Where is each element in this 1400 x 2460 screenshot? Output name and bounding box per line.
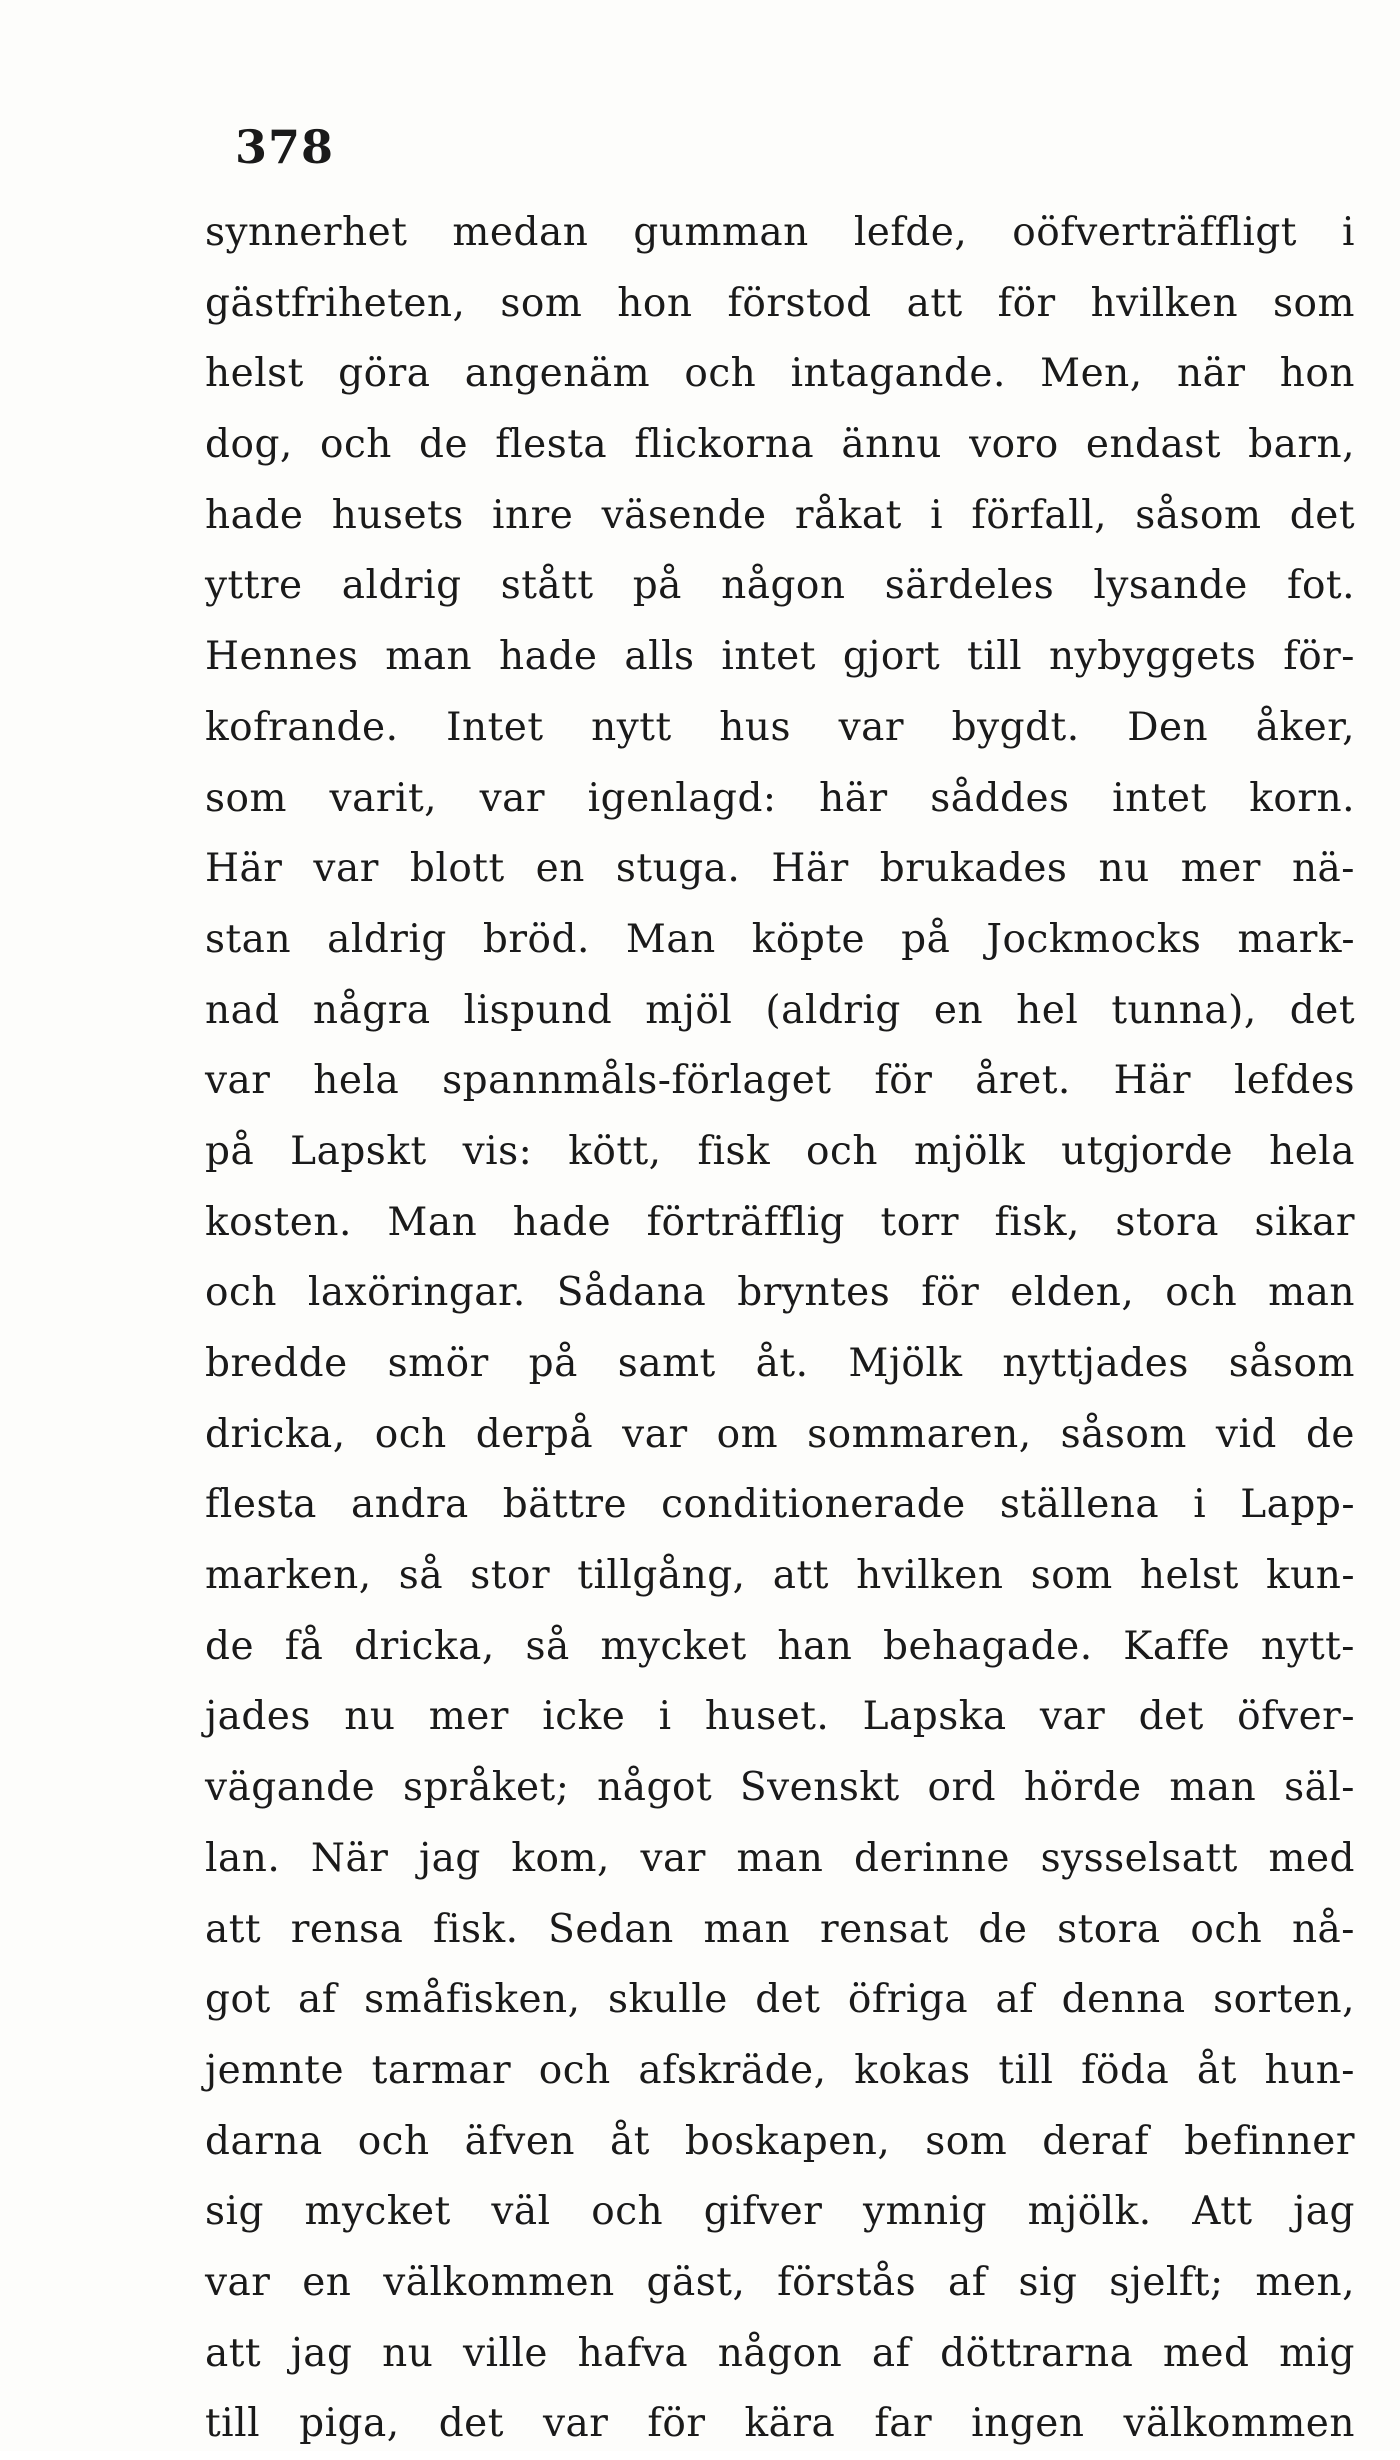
text-line: dricka, och derpå var om sommaren, såsom vid de <box>205 1411 1355 1457</box>
text-line: jemnte tarmar och afskräde, kokas till föda åt hun- <box>205 2047 1355 2093</box>
text-line: marken, så stor tillgång, att hvilken som helst kun- <box>205 1553 1355 1599</box>
body-text <box>205 198 1355 2460</box>
text-line: var hela spannmåls-förlaget för året. Här lefdes <box>205 1058 1355 1104</box>
text-line: helst göra angenäm och intagande. Men, när hon <box>205 351 1355 397</box>
text-line: var en välkommen gäst, förstås af sig sjelft; men, <box>205 2259 1355 2305</box>
text-line: flesta andra bättre conditionerade ställena i Lapp- <box>205 1482 1355 1528</box>
text-line: att jag nu ville hafva någon af döttrarna med mig <box>205 2330 1355 2376</box>
text-line: yttre aldrig stått på någon särdeles lysande fot. <box>205 563 1355 609</box>
text-line: gästfriheten, som hon förstod att för hvilken som <box>205 280 1355 326</box>
text-line: synnerhet medan gumman lefde, oöfverträffligt i <box>205 210 1355 255</box>
text-line: kosten. Man hade förträfflig torr fisk, stora sikar <box>205 1199 1355 1245</box>
text-line: bredde smör på samt åt. Mjölk nyttjades såsom <box>205 1341 1355 1386</box>
text-line: jades nu mer icke i huset. Lapska var det öfver- <box>205 1694 1355 1740</box>
text-line: nad några lispund mjöl (aldrig en hel tunna), det <box>205 987 1355 1033</box>
page-number: 378 <box>235 120 335 174</box>
text-line: som varit, var igenlagd: här såddes intet korn. <box>205 775 1355 821</box>
text-line: got af småfisken, skulle det öfriga af denna sorten, <box>205 1977 1355 2023</box>
text-line: darna och äfven åt boskapen, som deraf befinner <box>205 2118 1355 2164</box>
text-line: Här var blott en stuga. Här brukades nu mer nä- <box>205 846 1355 892</box>
text-line: stan aldrig bröd. Man köpte på Jockmocks mark- <box>205 916 1355 962</box>
text-line: på Lapskt vis: kött, fisk och mjölk utgjorde hela <box>205 1128 1355 1174</box>
text-line: Hennes man hade alls intet gjort till nybyggets för- <box>205 634 1355 680</box>
text-line: hade husets inre väsende råkat i förfall, såsom det <box>205 492 1355 538</box>
text-line: de få dricka, så mycket han behagade. Kaffe nytt- <box>205 1623 1355 1669</box>
text-line: dog, och de flesta flickorna ännu voro endast barn, <box>205 422 1355 468</box>
text-line: kofrande. Intet nytt hus var bygdt. Den åker, <box>205 704 1355 750</box>
text-line: lan. När jag kom, var man derinne sysselsatt med <box>205 1835 1355 1881</box>
text-line: till piga, det var för kära far ingen välkommen <box>205 2401 1355 2447</box>
text-line: att rensa fisk. Sedan man rensat de stora och nå- <box>205 1906 1355 1952</box>
text-line: sig mycket väl och gifver ymnig mjölk. Att jag <box>205 2189 1355 2235</box>
text-line: och laxöringar. Sådana bryntes för elden, och man <box>205 1270 1355 1316</box>
text-line: vägande språket; något Svenskt ord hörde man säl- <box>205 1765 1355 1811</box>
